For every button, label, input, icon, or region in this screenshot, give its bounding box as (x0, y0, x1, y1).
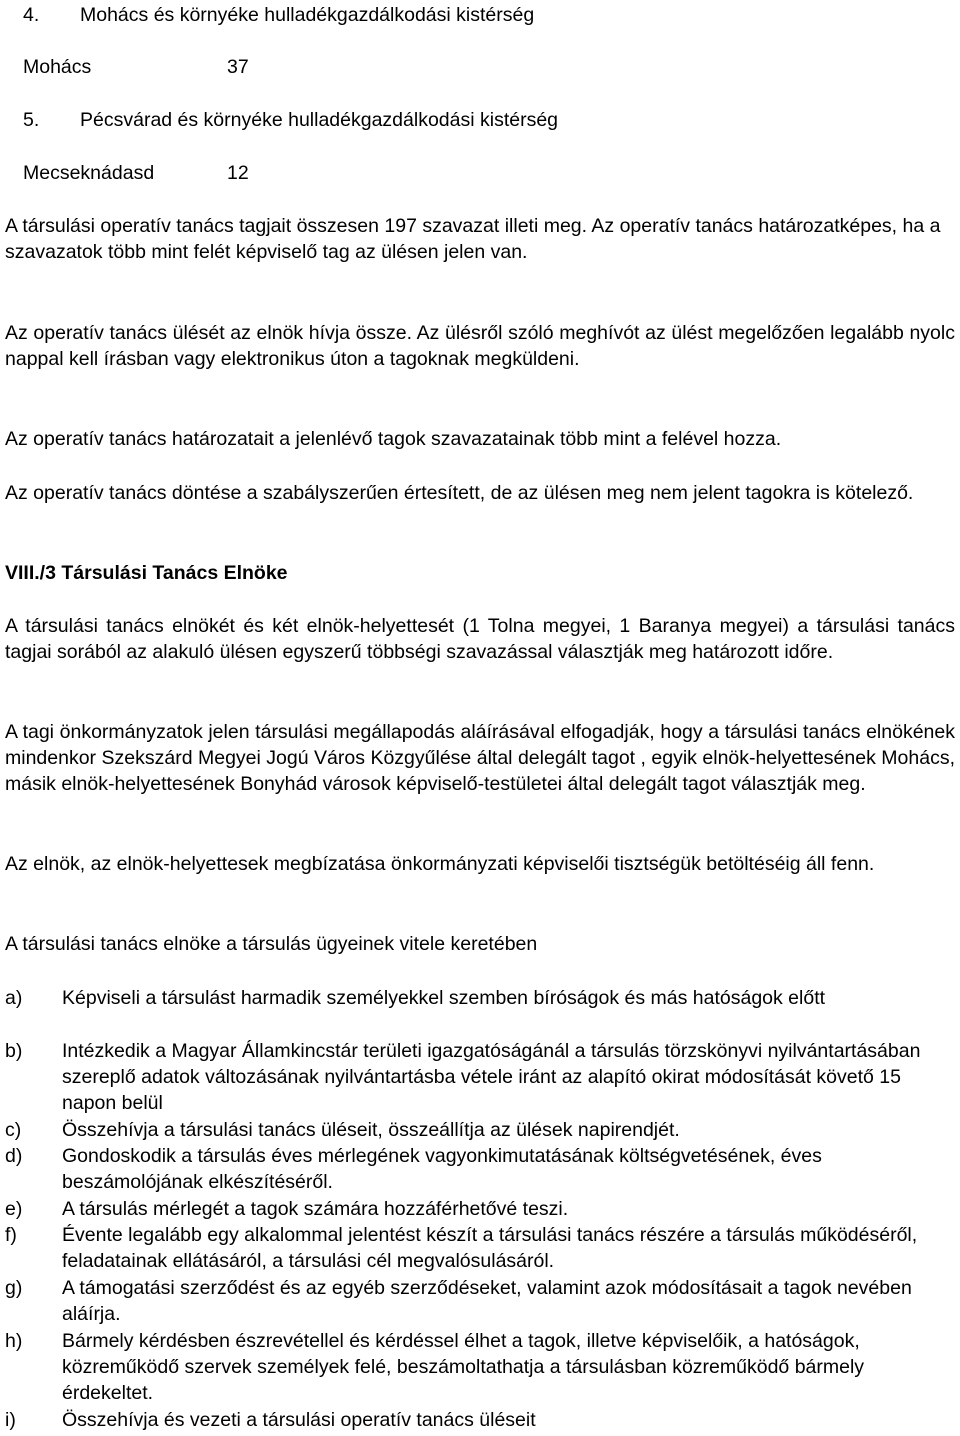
section-5-town-row (23, 160, 249, 186)
list-item-text: Képviseli a társulást harmadik személyekkel szemben bíróságok és más hatóságok előtt (62, 987, 826, 1009)
section-5-heading (23, 107, 558, 133)
list-item (5, 1143, 955, 1195)
section-heading: VIII./3 Társulási Tanács Elnöke (5, 562, 288, 584)
section-5-count: 12 (227, 162, 249, 184)
list-item-letter: c) (5, 1119, 22, 1141)
list-item-text: A támogatási szerződést és az egyéb szerződéseket, valamint azok módosításait a tagok nevében aláírja. (62, 1277, 912, 1325)
list-item-letter: a) (5, 987, 23, 1009)
paragraph-delegation: A tagi önkormányzatok jelen társulási megállapodás aláírásával elfogadják, hogy a társulási tanács elnökének mindenkor Szekszárd Megyei Jogú Város Közgyűlése által delegált tagot , egyik elnök-helyettesének Mohács, másik elnök-helyettesének Bonyhád városok képviselő-testületei által delegált tagot választják meg. (5, 721, 955, 795)
list-item (5, 1222, 955, 1274)
section-5-town: Mecseknádasd (23, 162, 155, 184)
section-4-town-row (23, 54, 249, 80)
paragraph-binding: Az operatív tanács döntése a szabályszerűen értesített, de az ülésen meg nem jelent tagokra is kötelező. (5, 482, 914, 504)
list-item-text: Évente legalább egy alkalommal jelentést készít a társulási tanács részére a társulás működéséről, feladatainak ellátásáról, a társulási cél megvalósulásáról. (62, 1224, 918, 1272)
list-item (5, 1407, 955, 1433)
list-item-text: Intézkedik a Magyar Államkincstár területi igazgatóságánál a társulás törzskönyvi nyilvántartásában szereplő adatok változásának nyilvántartásba vétele iránt az alapító okirat módosítását követő 15 napon belül (62, 1040, 921, 1114)
section-4-town: Mohács (23, 56, 92, 78)
list-item-letter: e) (5, 1198, 23, 1220)
paragraph-election: A társulási tanács elnökét és két elnök-helyettesét (1 Tolna megyei, 1 Baranya megyei) a társulási tanács tagjai sorából az alakuló ülésen egyszerű többségi szavazással választják meg határozott időre. (5, 615, 955, 663)
list-item-letter: g) (5, 1277, 23, 1299)
list-item-letter: b) (5, 1040, 23, 1062)
list-item-text: Összehívja a társulási tanács üléseit, összeállítja az ülések napirendjét. (62, 1119, 680, 1141)
section-5-title: Pécsvárad és környéke hulladékgazdálkodási kistérség (80, 109, 559, 131)
paragraph-mandate: Az elnök, az elnök-helyettesek megbízatása önkormányzati képviselői tisztségük betöltéséig áll fenn. (5, 853, 875, 875)
list-item (5, 1038, 955, 1116)
list-item-letter: f) (5, 1224, 17, 1246)
section-4-heading (23, 2, 534, 28)
list-item (5, 1196, 955, 1222)
list-item (5, 1328, 955, 1406)
paragraph-duties-intro: A társulási tanács elnöke a társulás ügyeinek vitele keretében (5, 933, 538, 955)
section-4-number: 4. (23, 4, 40, 26)
list-item-letter: i) (5, 1409, 16, 1431)
list-item-letter: h) (5, 1330, 23, 1352)
section-4-count: 37 (227, 56, 249, 78)
paragraph-voting-power: A társulási operatív tanács tagjait összesen 197 szavazat illeti meg. Az operatív tanács határozatképes, ha a szavazatok több mint felét képviselő tag az ülésen jelen van. (5, 215, 941, 263)
list-item-text: A társulás mérlegét a tagok számára hozzáférhetővé teszi. (62, 1198, 569, 1220)
list-item-text: Összehívja és vezeti a társulási operatív tanács üléseit (62, 1409, 536, 1431)
list-item-text: Gondoskodik a társulás éves mérlegének vagyonkimutatásának költségvetésének, éves beszámolójának elkészítéséről. (62, 1145, 822, 1193)
paragraph-decisions: Az operatív tanács határozatait a jelenlévő tagok szavazatainak több mint a felével hozza. (5, 428, 782, 450)
section-4-title: Mohács és környéke hulladékgazdálkodási kistérség (80, 4, 535, 26)
list-item (5, 1117, 955, 1143)
list-item-text: Bármely kérdésben észrevétellel és kérdéssel élhet a tagok, illetve képviselőik, a hatóságok, közreműködő szervek személyek felé, beszámoltathatja a társulásban közreműködő bármely érdekeltet. (62, 1330, 865, 1404)
list-item (5, 985, 955, 1011)
paragraph-meeting-call: Az operatív tanács ülését az elnök hívja össze. Az ülésről szóló meghívót az ülést megelőzően legalább nyolc nappal kell írásban vagy elektronikus úton a tagoknak megküldeni. (5, 322, 955, 370)
section-5-number: 5. (23, 109, 40, 131)
list-item (5, 1275, 955, 1327)
list-item-letter: d) (5, 1145, 23, 1167)
